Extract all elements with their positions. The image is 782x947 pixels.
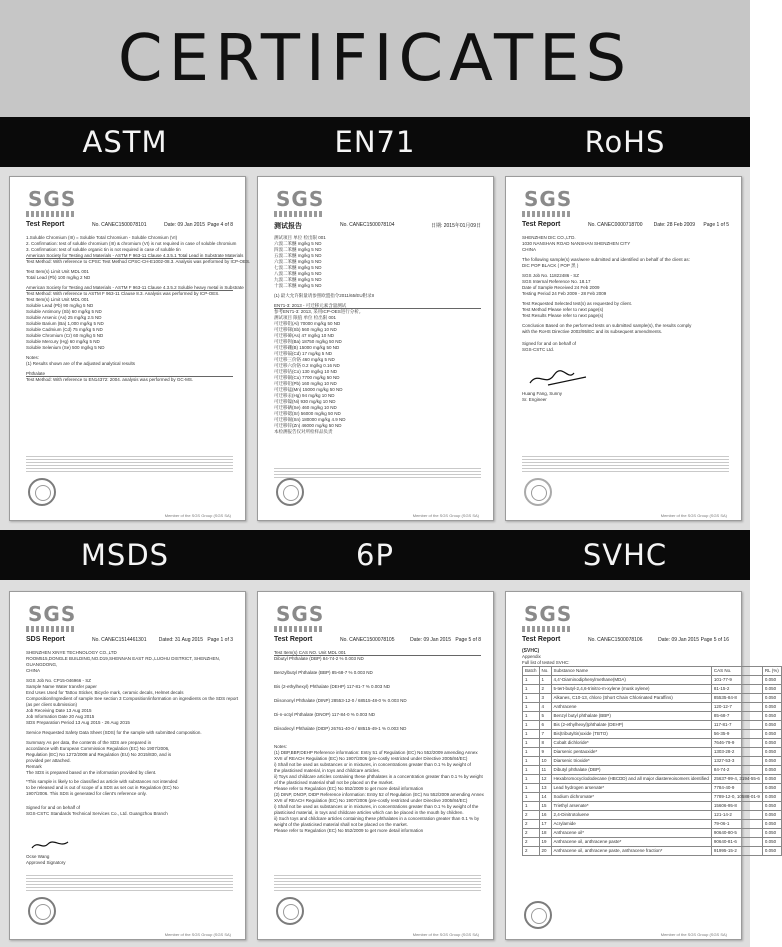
table-cell: 0.050: [762, 784, 781, 793]
table-row: [523, 784, 782, 793]
table-cell: 11: [539, 766, 551, 775]
label-astm: ASTM: [82, 125, 168, 159]
table-cell: 1303-28-2: [711, 748, 762, 757]
table-cell: 10: [539, 757, 551, 766]
table-cell: 0.050: [762, 721, 781, 730]
table-cell: 4,4'-Diaminodiphenylmethane(MDA): [551, 676, 711, 685]
table-cell: 7784-40-9: [711, 784, 762, 793]
col-batch: Batch: [523, 667, 540, 676]
table-cell: 81-15-2: [711, 685, 762, 694]
table-header-row: [523, 667, 782, 676]
top-banner: [0, 0, 750, 117]
signer-block: Ocse Wang Approved Signatory: [26, 854, 66, 865]
doc-body: Test Item(s) CAS NO. Unit MDL 001 Dibutyl Phthalate (DBP) 84-74-2 % 0.003 ND Benzylbutyl Phthalate (BBP) 85-68-7 % 0.003 ND Bis (2-ethylhexyl) Phthalate (DEHP) 117-81-7 % 0.003 ND Diisononyl Phthalate (DINP) 28553-12-0 / 68515-48-0 % 0.003 ND Di-n-octyl Phthalate (DNOP) 117-84-0 % 0.003 ND Diisodecyl Phthalate (DIDP) 26761-40-0 / 68515-49-1 % 0.003 ND Notes: (1) DBP,BBP,DEHP Reference information: Entry 51 of Regulation (EC) No 552/2009 amending Annex XVII of REACH Regulation (EC) No 1907/2006 (pre-costly restricted under Directive 2005/84/EC) i) Shall not be used as substances or in mixtures, in concentrations greater than 0.1 % by weight of the plasticised material, in toys and childcare articles. ii) Toys and childcare articles containing these phthalates in a concentration greater than 0.1 % by weight of the plasticised material shall not be placed on the market. Please refer to Regulation (EC) No 552/2009 to get more detail information (2) DINP, DNOP, DIDP Reference information: Entry 52 of Regulation (EC) No 552/2009 amending Annex XVII of REACH Regulation (EC) No 1907/2006 (pre-costly restricted under Directive 2005/84/EC) i) Shall not be used as substances or in mixtures, in concentrations greater than 0.1 % by weight of the plasticised material, in toys and childcare articles which can be placed in the mouth by children. ii) Such toys and childcare articles containing these phthalates in a concentration greater than 0.1 % by weight of the plasticised material shall not be placed on the market. Please refer to Regulation (EC) No 552/2009 to get more detail information: [274, 650, 484, 833]
page-title: CERTIFICATES: [117, 21, 633, 96]
table-cell: 1: [523, 748, 540, 757]
table-cell: 6: [539, 721, 551, 730]
table-cell: Dibutyl phthalate (DBP): [551, 766, 711, 775]
table-cell: 5: [539, 712, 551, 721]
table-row: [523, 739, 782, 748]
table-row: [523, 703, 782, 712]
doc-header: Test Report No. CANEC0000718700 Date: 28 Feb 2009 Page 1 of 5: [522, 221, 729, 228]
table-cell: 7789-12-0, 10588-01-9: [711, 793, 762, 802]
table-cell: 1: [523, 739, 540, 748]
svhc-table: [522, 666, 782, 856]
table-row: [523, 811, 782, 820]
table-cell: 2: [523, 847, 540, 856]
label-band-top: [0, 117, 750, 167]
table-row: [523, 712, 782, 721]
table-cell: 91995-15-2: [711, 847, 762, 856]
certificate-svhc[interactable]: [505, 591, 779, 940]
col-substance: Substance Name: [551, 667, 711, 676]
table-cell: 1: [539, 676, 551, 685]
doc-header: Test Report No. CANEC1500078105 Date: 09 Jan 2015 Page 5 of 8: [274, 636, 481, 643]
table-cell: Anthracene oil, anthracene paste*: [551, 838, 711, 847]
table-cell: 19: [539, 838, 551, 847]
table-cell: 56-35-9: [711, 730, 762, 739]
signature-icon: [528, 367, 588, 389]
table-cell: Anthracene oil, anthracene paste, anthracene fraction*: [551, 847, 711, 856]
table-cell: Sodium dichromate*: [551, 793, 711, 802]
table-cell: 1: [523, 775, 540, 784]
table-cell: 84-74-2: [711, 766, 762, 775]
table-cell: 17: [539, 820, 551, 829]
certificate-en71[interactable]: [257, 176, 494, 521]
table-cell: Alkanes, C10-13, chloro (Short Chain Chlorinated Paraffins): [551, 694, 711, 703]
table-cell: Anthracene oil*: [551, 829, 711, 838]
member-text: Member of the SGS Group (SGS SA): [660, 932, 727, 937]
footer-terms: [274, 468, 481, 480]
col-no: No.: [539, 667, 551, 676]
table-cell: 1: [523, 703, 540, 712]
label-en71: EN71: [334, 125, 416, 159]
table-row: [523, 847, 782, 856]
table-cell: 0.050: [762, 775, 781, 784]
sgs-logo: SGS: [274, 600, 324, 628]
table-cell: 20: [539, 847, 551, 856]
table-cell: 1: [523, 712, 540, 721]
sgs-logo: SGS: [522, 185, 572, 213]
table-cell: 101-77-9: [711, 676, 762, 685]
sgs-seal-icon: [524, 478, 552, 506]
table-cell: 1: [523, 685, 540, 694]
member-text: Member of the SGS Group (SGS SA): [660, 513, 727, 518]
sgs-logo: SGS: [26, 600, 76, 628]
table-cell: 14: [539, 793, 551, 802]
table-cell: 13: [539, 784, 551, 793]
table-cell: 1: [523, 784, 540, 793]
table-cell: Diarsenic pentaoxide*: [551, 748, 711, 757]
table-cell: 0.050: [762, 739, 781, 748]
sgs-logo: SGS: [522, 600, 572, 628]
table-cell: 0.050: [762, 685, 781, 694]
certificate-msds[interactable]: [9, 591, 246, 940]
certificate-rohs[interactable]: [505, 176, 742, 521]
doc-body: (SVHC) Appendix Full list of tested SVHC: Batch No. Substance Name CAS No. RL (%) 1 1 4,4'-Diaminodiphenylmethane(MDA) 101-77-9 0.050 1 2 5-tert-butyl-2,4,6-trinitro-m-xylene (musk xylene) 81-15-2 0.050 1 3 Alkanes, C10-13, chloro (Short Chain Chlorinated Paraffins) 85535-84-8 0.050 1 4 Anthracene 120-12-7 0.050 1 5 Benzyl butyl phthalate (BBP) 85-68-7 0.050 1 6 Bis (2-ethylhexyl)phthalate (DEHP) 117-81-7 0.050 1 7 Bis(tributyltin)oxide (TBTO) 56-35-9 0.050 1 8 Cobalt dichloride* 7646-79-9 0.050 1 9 Diarsenic pentaoxide* 1303-28-2 0.050 1 10 Diarsenic trioxide* 1327-53-3 0.050 1 11 Dibutyl phthalate (DBP) 84-74-2 0.050 1 12 Hexabromocyclododecane (HBCDD) and all major diastereoisomers identified 25637-99-4, 3194-55-6 0.050 1 13 Lead hydrogen arsenate* 7784-40-9 0.050 1 14 Sodium dichromate* 7789-12-0, 10588-01-9 0.050 1 15 Triethyl arsenate* 15606-95-8 0.050 2 16 2,4-Dinitrotoluene 121-14-2 0.050 2 17 Acrylamide 79-06-1 0.050 2 18 Anthracene oil* 90640-80-5 0.050 2 19 Anthracene oil, anthracene paste* 90640-81-6 0.050 2 20 Anthracene oil, anthracene paste, anthracene fraction* 91995-15-2 0.050: [522, 648, 729, 856]
doc-body: 测试项目 单位 检出限 001 六溴二苯醚 mg/kg 5 ND 四溴二苯醚 mg/kg 5 ND 五溴二苯醚 mg/kg 5 ND 六溴二苯醚 mg/kg 5 ND 七溴二苯醚 mg/kg 5 ND 八溴二苯醚 mg/kg 5 ND 九溴二苯醚 mg/kg 5 ND 十溴二苯醚 mg/kg 5 ND (1) 最大允许限量请参照欧盟指令2011/65/EU附录II EN71-3: 2013 - 可迁移元素含量测试 参考EN71-3: 2013, 采用ICP-OES进行分析。 测试项目 限值 单位 检出限 001 可迁移铝(Al) 70000 mg/kg 50 ND 可迁移锑(Sb) 560 mg/kg 10 ND 可迁移砷(As) 47 mg/kg 10 ND 可迁移钡(Ba) 18750 mg/kg 50 ND 可迁移硼(B) 15000 mg/kg 50 ND 可迁移镉(Cd) 17 mg/kg 5 ND 可迁移三价铬 460 mg/kg 5 ND 可迁移六价铬 0.2 mg/kg 0.16 ND 可迁移钴(Co) 130 mg/kg 10 ND 可迁移铜(Cu) 7700 mg/kg 50 ND 可迁移铅(Pb) 160 mg/kg 10 ND 可迁移锰(Mn) 15000 mg/kg 50 ND 可迁移汞(Hg) 94 mg/kg 10 ND 可迁移镍(Ni) 930 mg/kg 10 ND 可迁移硒(Se) 460 mg/kg 10 ND 可迁移锶(Sr) 56000 mg/kg 50 ND 可迁移锡(Sn) 180000 mg/kg 4.9 ND 可迁移锌(Zn) 46000 mg/kg 50 ND 本检测报告仅对所检样品负责: [274, 235, 481, 435]
table-cell: 0.050: [762, 766, 781, 775]
sgs-seal-icon: [28, 478, 56, 506]
member-text: Member of the SGS Group (SGS SA): [412, 932, 479, 937]
table-cell: Anthracene: [551, 703, 711, 712]
table-row: [523, 757, 782, 766]
table-cell: 120-12-7: [711, 703, 762, 712]
label-svhc: SVHC: [582, 538, 668, 572]
footer-terms: [522, 456, 729, 474]
col-rl: RL (%): [762, 667, 781, 676]
table-cell: 16: [539, 811, 551, 820]
table-cell: 0.050: [762, 802, 781, 811]
table-cell: 0.050: [762, 757, 781, 766]
doc-body: SHENZHEN XINYE TECHNOLOGY CO.,LTD ROOM515,DONGLE BUILDING,NO.D19,SHENNAN EAST RD.,LUOHU DISTRICT, SHENZHEN, GUANGDONG, CHINA SGS Job No. CP15-046966 - SZ Sample Name Water transfer paper End Uses Used for Tattoo Sticker, Bicycle mark, ceramic decals, Helmet decals Composition/Ingredient of sample See section 3 Composition/information on ingredients on the SDS report (as per client submission) Job Receiving Date 13 Aug 2015 Job Information Date 20 Aug 2015 SDS Preparation Period 13 Aug 2015 - 26 Aug 2015 Service Requested Safety Data Sheet (SDS) for the sample with submitted composition. Summary As per data, the contents of the SDS are prepared in accordance with European Commission Regulation (EC) No 1907/2006, Regulation (EC) No 1272/2008 and Regulation (EU) No 2015/830, and is provided per attached. Remark The SDS is prepared based on the information provided by client. *This sample is likely to be classified as article with substances not intended to be released and is out of scope of a SDS as set out in Regulation (EC) No 1907/2006. This SDS is generated for client's reference only. Signed for and on behalf of SGS-CSTC Standards Technical Services Co., Ltd. Guangzhou Branch: [26, 650, 239, 816]
table-cell: 7: [539, 730, 551, 739]
table-cell: 2: [523, 829, 540, 838]
sgs-seal-icon: [276, 478, 304, 506]
table-cell: Acrylamide: [551, 820, 711, 829]
table-cell: 4: [539, 703, 551, 712]
table-cell: 0.050: [762, 730, 781, 739]
table-cell: 9: [539, 748, 551, 757]
table-cell: Diarsenic trioxide*: [551, 757, 711, 766]
table-row: [523, 730, 782, 739]
table-cell: 0.050: [762, 820, 781, 829]
sgs-logo: SGS: [26, 185, 76, 213]
table-cell: 85-68-7: [711, 712, 762, 721]
table-cell: Lead hydrogen arsenate*: [551, 784, 711, 793]
table-cell: 2: [539, 685, 551, 694]
table-cell: 2,4-Dinitrotoluene: [551, 811, 711, 820]
label-msds: MSDS: [80, 538, 170, 572]
table-cell: Benzyl butyl phthalate (BBP): [551, 712, 711, 721]
table-cell: Cobalt dichloride*: [551, 739, 711, 748]
table-cell: 0.050: [762, 676, 781, 685]
table-cell: 2: [523, 820, 540, 829]
table-row: [523, 721, 782, 730]
table-cell: Bis(tributyltin)oxide (TBTO): [551, 730, 711, 739]
table-cell: 0.050: [762, 748, 781, 757]
table-cell: Hexabromocyclododecane (HBCDD) and all major diastereoisomers identified: [551, 775, 711, 784]
member-text: Member of the SGS Group (SGS SA): [164, 932, 231, 937]
table-row: [523, 694, 782, 703]
table-cell: 2: [523, 838, 540, 847]
table-cell: 79-06-1: [711, 820, 762, 829]
sgs-seal-icon: [276, 897, 304, 925]
member-text: Member of the SGS Group (SGS SA): [164, 513, 231, 518]
table-cell: 121-14-2: [711, 811, 762, 820]
sgs-logo: SGS: [274, 185, 324, 213]
table-cell: 0.050: [762, 829, 781, 838]
table-row: [523, 775, 782, 784]
table-cell: 85535-84-8: [711, 694, 762, 703]
doc-header: Test Report No. CANEC1500078101 Date: 09 Jan 2015 Page 4 of 8: [26, 221, 233, 228]
signature-icon: [30, 838, 70, 852]
table-cell: 0.050: [762, 703, 781, 712]
col-cas: CAS No.: [711, 667, 762, 676]
table-cell: 90640-81-6: [711, 838, 762, 847]
table-cell: 7646-79-9: [711, 739, 762, 748]
table-cell: 1: [523, 694, 540, 703]
table-row: [523, 838, 782, 847]
table-cell: 0.050: [762, 694, 781, 703]
table-cell: 0.050: [762, 838, 781, 847]
table-cell: 1: [523, 757, 540, 766]
doc-body: SHENZHEN DIC CO.,LTD. 1030 NANSHAN ROAD NANSHAN SHENZHEN CITY CHINA The following sample(s) was/were submitted and identified on behalf of the client as: DIC POP BLACK ( POP 黑 ) SGS Job No. 11822486 - SZ SGS Internal Reference No. 18.17 Date of Sample Received 24 Feb 2009 Testing Period 24 Feb 2009 - 28 Feb 2009 Test Requested Selected test(s) as requested by client. Test Method Please refer to next page(s) Test Results Please refer to next page(s) Conclusion Based on the performed tests on submitted sample(s), the results comply with the RoHS Directive 2002/95/EC and its subsequent amendments. Signed for and on behalf of SGS-CSTC Ltd.: [522, 235, 692, 352]
certificate-astm[interactable]: [9, 176, 251, 521]
signer-block: Huang Fang, Sunny Sr. Engineer: [522, 391, 563, 402]
table-cell: 8: [539, 739, 551, 748]
table-cell: 1: [523, 676, 540, 685]
table-row: [523, 748, 782, 757]
label-6p: 6P: [356, 538, 394, 572]
table-cell: 12: [539, 775, 551, 784]
table-cell: 1: [523, 721, 540, 730]
table-cell: 0.050: [762, 811, 781, 820]
table-cell: 1327-53-3: [711, 757, 762, 766]
footer-terms: [26, 875, 233, 893]
table-row: [523, 829, 782, 838]
table-cell: 0.050: [762, 712, 781, 721]
table-row: [523, 766, 782, 775]
table-cell: 1: [523, 793, 540, 802]
certificate-6p[interactable]: [257, 591, 494, 940]
table-cell: Bis (2-ethylhexyl)phthalate (DEHP): [551, 721, 711, 730]
table-row: [523, 820, 782, 829]
table-cell: 0.050: [762, 847, 781, 856]
table-cell: 3: [539, 694, 551, 703]
table-cell: 1: [523, 730, 540, 739]
footer-terms: [26, 456, 233, 474]
doc-body: 1.Soluble Chromium (III) = Soluble Total Chromium - Soluble Chromium (VI) 2. Confirmation: test of soluble chromium (III) & chromium (VI) is not required in case of soluble chromium 3. Confirmation: test of soluble organic tin is not required in case of soluble tin American Society for Testing and Materials - ASTM F 963-11 Clause 4.3.5.1 Total Lead in Substrate Materials Test Method: With reference to CPSC Test Method CPSC-CH-E1002-08.3. Analysis was performed by ICP-OES. Test Item(s) Limit Unit MDL 001 Total Lead (Pb) 100 mg/kg 2 ND American Society for Testing and Materials - ASTM F 963-11 Clause 4.3.5.2 Soluble heavy metal in Substrate Test Method: With reference to ASTM F 963-11 Clause 8.3. Analysis was performed by ICP-OES. Test Item(s) Limit Unit MDL 001 Soluble Lead (Pb) 90 mg/kg 5 ND Soluble Antimony (Sb) 60 mg/kg 5 ND Soluble Arsenic (As) 25 mg/kg 2.5 ND Soluble Barium (Ba) 1,000 mg/kg 5 ND Soluble Cadmium (Cd) 75 mg/kg 5 ND Soluble Chromium (Cr) 60 mg/kg 5 ND Soluble Mercury (Hg) 60 mg/kg 5 ND Soluble Selenium (Se) 500 mg/kg 5 ND Notes: (1) Results shown are of the adjusted analytical results Phthalate Test Method: With reference to EN14372: 2004. analysis was performed by GC-MS.: [26, 235, 251, 382]
table-cell: 15606-95-8: [711, 802, 762, 811]
table-cell: 5-tert-butyl-2,4,6-trinitro-m-xylene (musk xylene): [551, 685, 711, 694]
table-row: [523, 793, 782, 802]
table-cell: 117-81-7: [711, 721, 762, 730]
sgs-seal-icon: [28, 897, 56, 925]
table-cell: 18: [539, 829, 551, 838]
table-cell: 15: [539, 802, 551, 811]
table-row: [523, 685, 782, 694]
table-cell: 25637-99-4, 3194-55-6: [711, 775, 762, 784]
sgs-seal-icon: [524, 901, 552, 929]
table-cell: 90640-80-5: [711, 829, 762, 838]
table-row: [523, 676, 782, 685]
doc-header: SDS Report No. CANEC1514461301 Dated: 31 Aug 2015 Page 1 of 3: [26, 636, 233, 643]
doc-header: 测试报告 No. CANEC1500078104 日期: 2015年01月09日: [274, 222, 481, 230]
doc-header: Test Report No. CANEC1500078106 Date: 09 Jan 2015 Page 5 of 16: [522, 636, 729, 643]
footer-terms: [274, 875, 481, 893]
table-cell: 1: [523, 802, 540, 811]
table-cell: 2: [523, 811, 540, 820]
member-text: Member of the SGS Group (SGS SA): [412, 513, 479, 518]
label-band-bottom: [0, 530, 750, 580]
table-cell: 1: [523, 766, 540, 775]
table-cell: 0.050: [762, 793, 781, 802]
table-cell: Triethyl arsenate*: [551, 802, 711, 811]
table-row: [523, 802, 782, 811]
label-rohs: RoHS: [584, 125, 666, 159]
